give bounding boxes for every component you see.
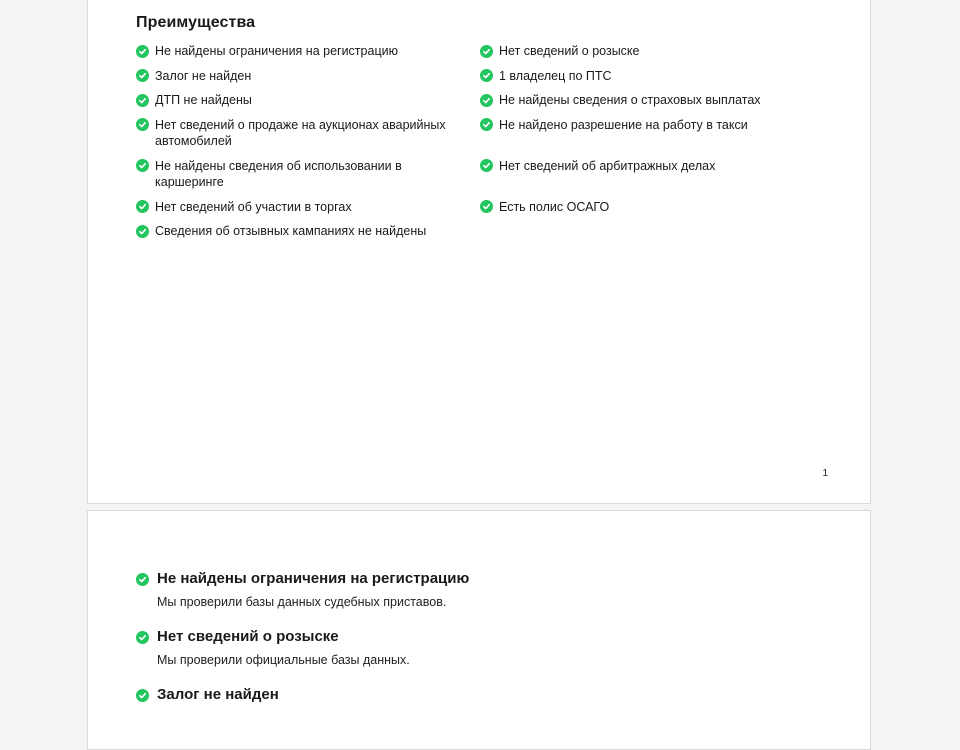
- advantage-item: [480, 199, 820, 216]
- advantage-label: Есть полис ОСАГО: [499, 199, 610, 214]
- check-circle-icon: [136, 118, 149, 131]
- page-number: 1: [822, 468, 828, 479]
- check-circle-icon: [136, 45, 149, 58]
- advantage-label: Нет сведений о продаже на аукционах аварийных автомобилей: [155, 117, 446, 148]
- check-circle-icon: [136, 200, 149, 213]
- advantage-item: [480, 117, 820, 150]
- advantages-row: [136, 68, 836, 85]
- advantages-row: [136, 158, 836, 191]
- advantage-item: [136, 199, 480, 216]
- advantages-row: [136, 199, 836, 216]
- advantages-row: [136, 223, 836, 240]
- check-circle-icon: [480, 200, 493, 213]
- check-circle-icon: [136, 631, 149, 644]
- advantages-row: [136, 92, 836, 109]
- advantages-list: [136, 43, 836, 248]
- advantage-item: [136, 223, 480, 240]
- advantage-label: ДТП не найдены: [155, 93, 252, 107]
- check-circle-icon: [480, 94, 493, 107]
- check-circle-icon: [136, 573, 149, 586]
- check-detail-title: Залог не найден: [157, 686, 279, 703]
- check-circle-icon: [480, 118, 493, 131]
- check-circle-icon: [136, 225, 149, 238]
- advantage-item: [136, 117, 480, 150]
- advantage-label: Не найдено разрешение на работу в такси: [499, 117, 748, 132]
- report-page-2: [87, 510, 871, 750]
- check-circle-icon: [480, 45, 493, 58]
- advantages-row: [136, 117, 836, 150]
- advantages-title: Преимущества: [136, 14, 256, 31]
- report-page-1: [87, 0, 871, 504]
- advantage-label: Нет сведений о розыске: [499, 44, 640, 58]
- advantage-label: Нет сведений об участии в торгах: [155, 199, 352, 214]
- check-detail: [136, 685, 836, 705]
- check-circle-icon: [136, 159, 149, 172]
- check-detail: [136, 627, 836, 668]
- check-detail-header: [136, 627, 836, 647]
- advantage-item: [480, 43, 820, 60]
- advantage-label: Сведения об отзывных кампаниях не найдены: [155, 224, 427, 238]
- check-circle-icon: [136, 689, 149, 702]
- check-details-list: [136, 569, 836, 722]
- check-circle-icon: [136, 94, 149, 107]
- advantage-item: [480, 92, 820, 109]
- advantage-label: 1 владелец по ПТС: [499, 68, 612, 83]
- check-detail-description: Мы проверили базы данных судебных приставов.: [157, 595, 447, 609]
- advantage-label: Залог не найден: [155, 68, 252, 83]
- check-circle-icon: [480, 69, 493, 82]
- advantage-item: [480, 68, 820, 85]
- check-detail-header: [136, 685, 836, 705]
- advantage-label: Не найдены ограничения на регистрацию: [155, 44, 398, 58]
- check-detail-header: [136, 569, 836, 589]
- check-detail: [136, 569, 836, 610]
- advantage-label: Не найдены сведения об использовании в каршеринге: [155, 158, 402, 189]
- advantage-item: [480, 158, 820, 191]
- check-detail-description: Мы проверили официальные базы данных.: [157, 653, 410, 667]
- check-circle-icon: [136, 69, 149, 82]
- advantage-item: [136, 158, 480, 191]
- advantage-item: [136, 92, 480, 109]
- check-circle-icon: [480, 159, 493, 172]
- advantage-label: Нет сведений об арбитражных делах: [499, 158, 716, 173]
- advantages-row: [136, 43, 836, 60]
- advantage-label: Не найдены сведения о страховых выплатах: [499, 93, 761, 107]
- check-detail-title: Не найдены ограничения на регистрацию: [157, 570, 470, 587]
- check-detail-title: Нет сведений о розыске: [157, 628, 339, 645]
- advantage-item: [136, 68, 480, 85]
- advantage-item: [136, 43, 480, 60]
